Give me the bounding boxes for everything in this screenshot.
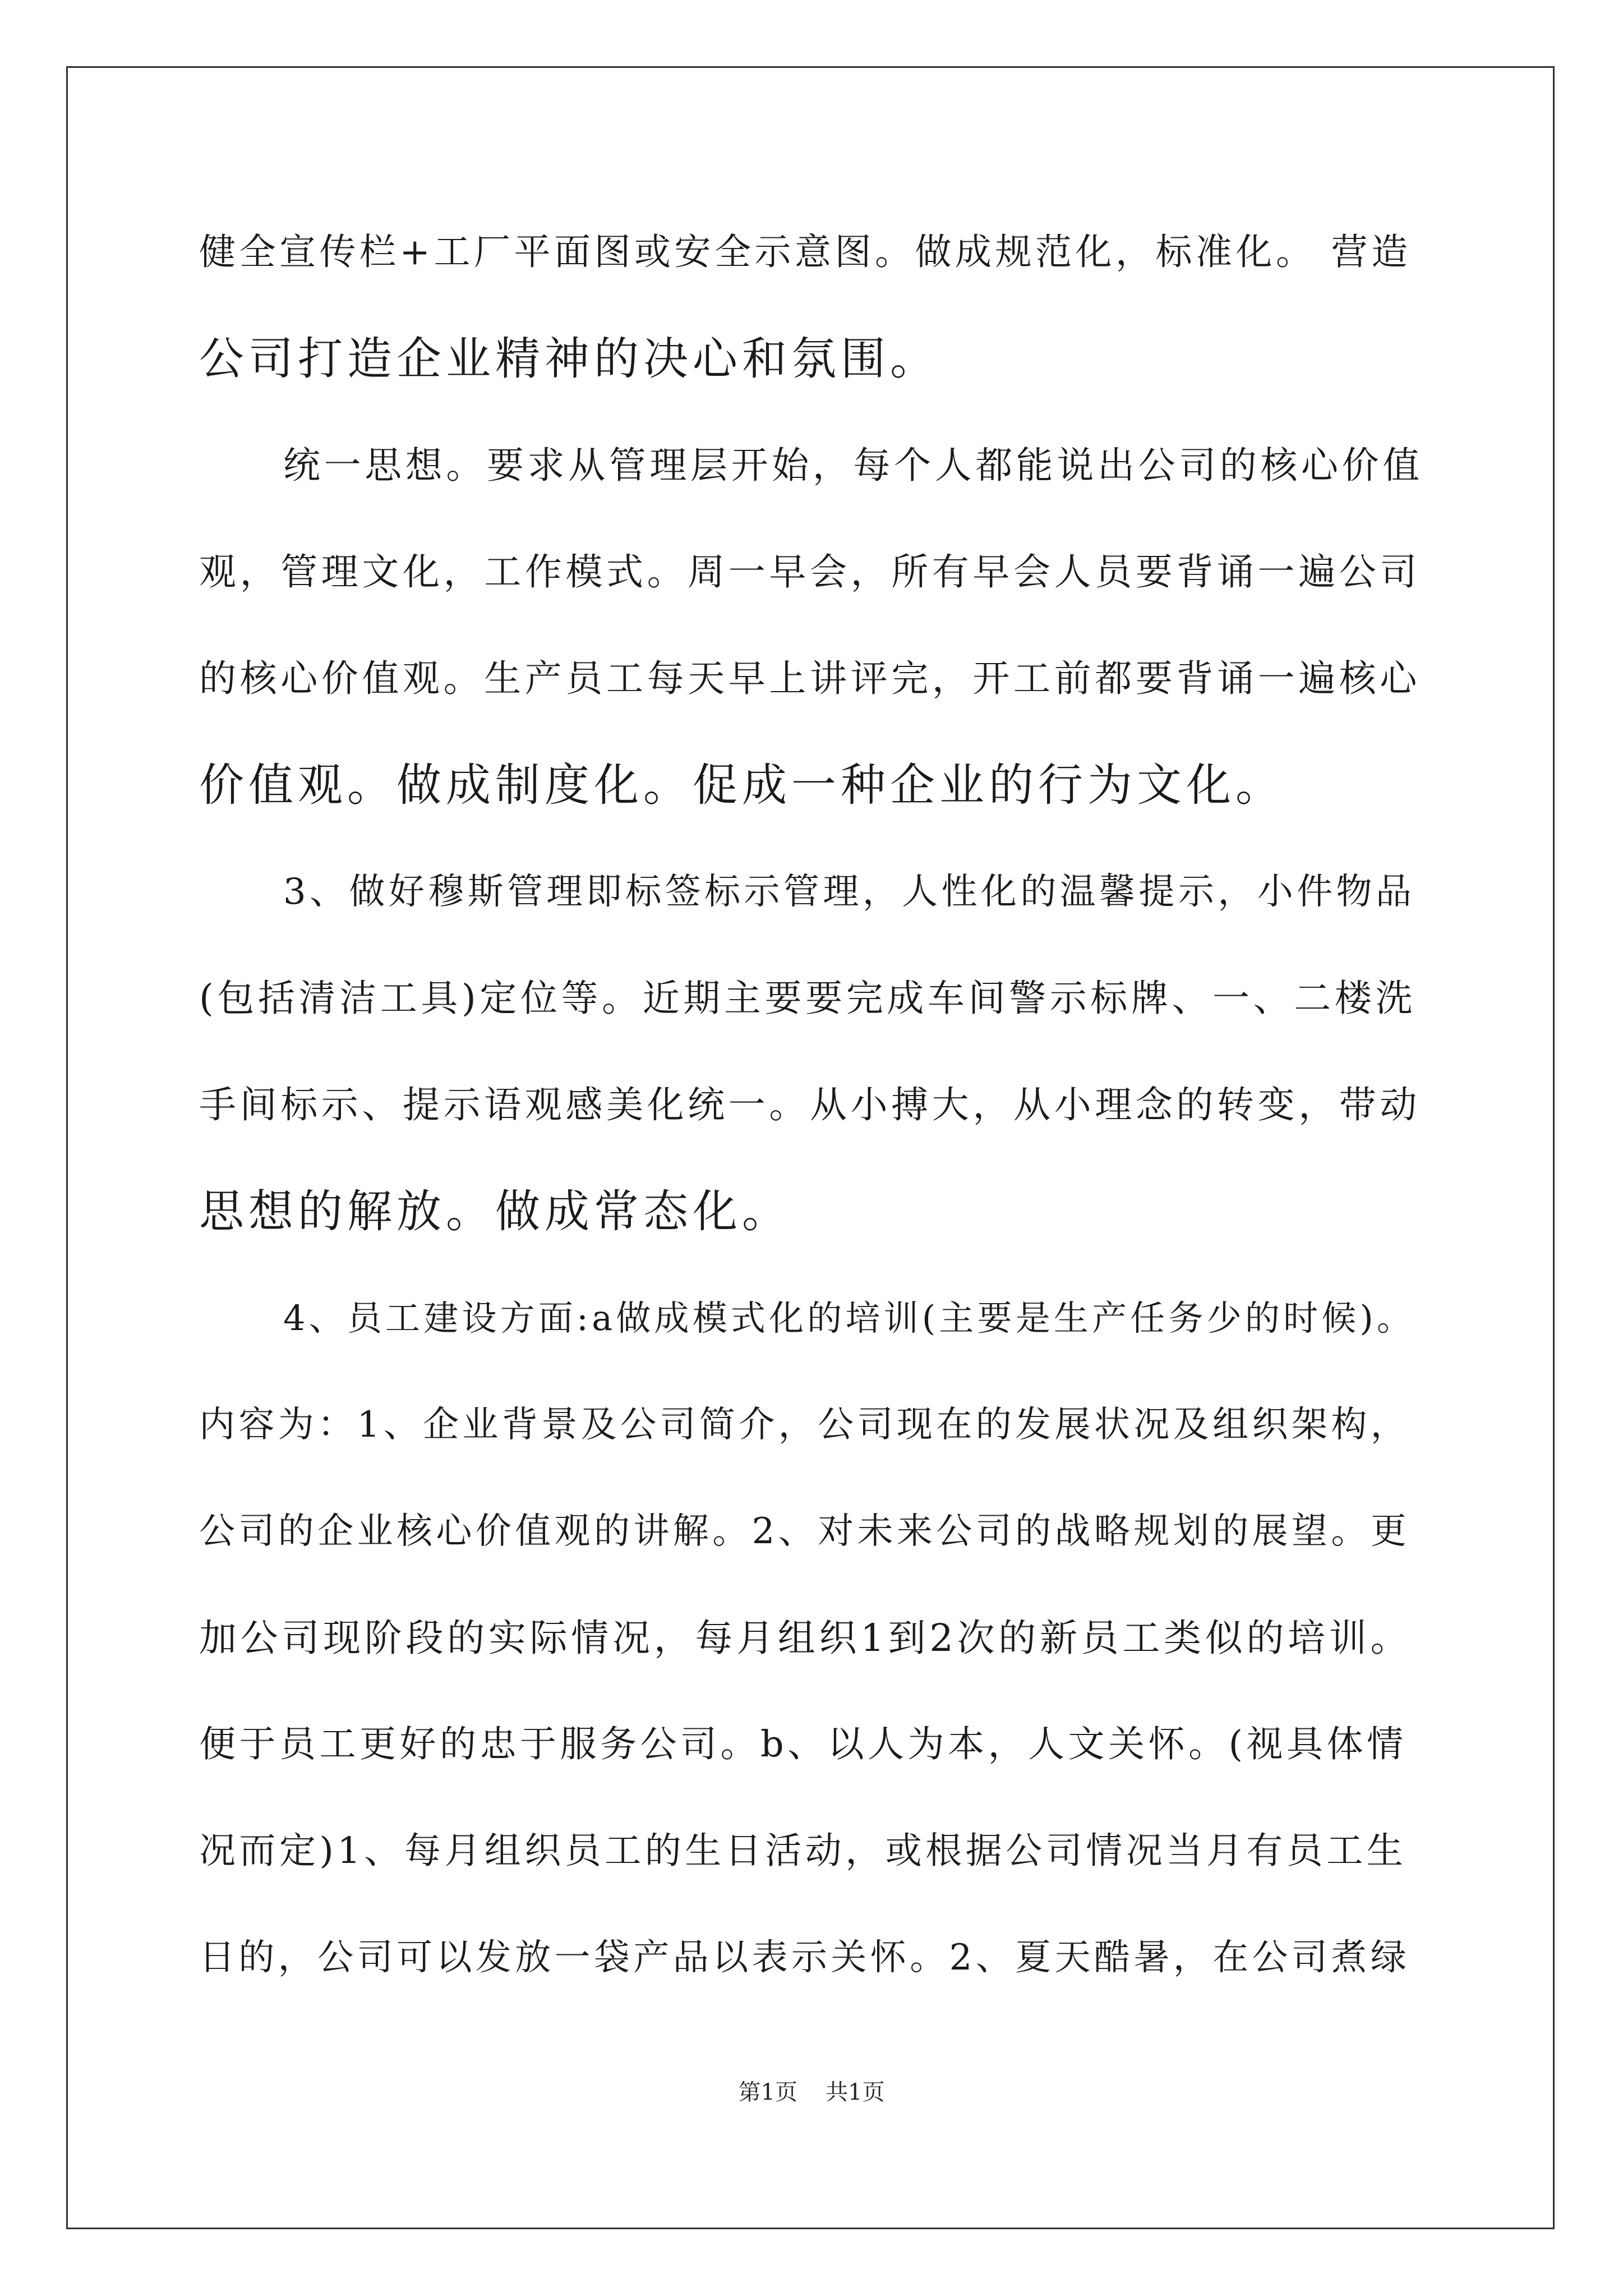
text-line: (包括清洁工具)定位等。近期主要要完成车间警示标牌、一、二楼洗 xyxy=(199,977,1417,1020)
text-line: 的核心价值观。生产员工每天早上讲评完，开工前都要背诵一遍核心 xyxy=(199,657,1421,700)
page-total: 共1页 xyxy=(826,2079,885,2105)
page-footer xyxy=(0,2076,1623,2109)
text-line: 观，管理文化，工作模式。周一早会，所有早会人员要背诵一遍公司 xyxy=(199,550,1421,593)
page-number: 第1页 xyxy=(738,2079,797,2105)
page-border xyxy=(66,66,1555,2229)
text-line: 手间标示、提示语观感美化统一。从小搏大，从小理念的转变，带动 xyxy=(199,1083,1421,1126)
paragraph-start-line: 4、员工建设方面:a做成模式化的培训(主要是生产任务少的时候)。 xyxy=(283,1297,1415,1338)
text-line: 价值观。做成制度化。促成一种企业的行为文化。 xyxy=(199,759,1285,811)
text-line: 公司打造企业精神的决心和氛围。 xyxy=(199,333,939,385)
text-line: 内容为：1、企业背景及公司简介，公司现在的发展状况及组织架构， xyxy=(199,1404,1410,1446)
text-line: 公司的企业核心价值观的讲解。2、对未来公司的战略规划的展望。更 xyxy=(199,1511,1410,1552)
text-line: 加公司现阶段的实际情况，每月组织1到2次的新员工类似的培训。 xyxy=(199,1616,1412,1660)
text-line: 日的，公司可以发放一袋产品以表示关怀。2、夏天酷暑，在公司煮绿 xyxy=(199,1937,1410,1978)
text-line: 健全宣传栏+工厂平面图或安全示意图。做成规范化，标准化。 营造 xyxy=(199,231,1412,273)
text-line: 思想的解放。做成常态化。 xyxy=(199,1185,791,1237)
paragraph-start-line: 3、做好穆斯管理即标签标示管理，人性化的温馨提示，小件物品 xyxy=(283,871,1415,913)
text-line: 便于员工更好的忠于服务公司。b、以人为本，人文关怀。(视具体情 xyxy=(199,1723,1407,1765)
paragraph-start-line: 统一思想。要求从管理层开始，每个人都能说出公司的核心价值 xyxy=(283,444,1423,487)
text-line: 况而定)1、每月组织员工的生日活动，或根据公司情况当月有员工生 xyxy=(199,1830,1407,1872)
